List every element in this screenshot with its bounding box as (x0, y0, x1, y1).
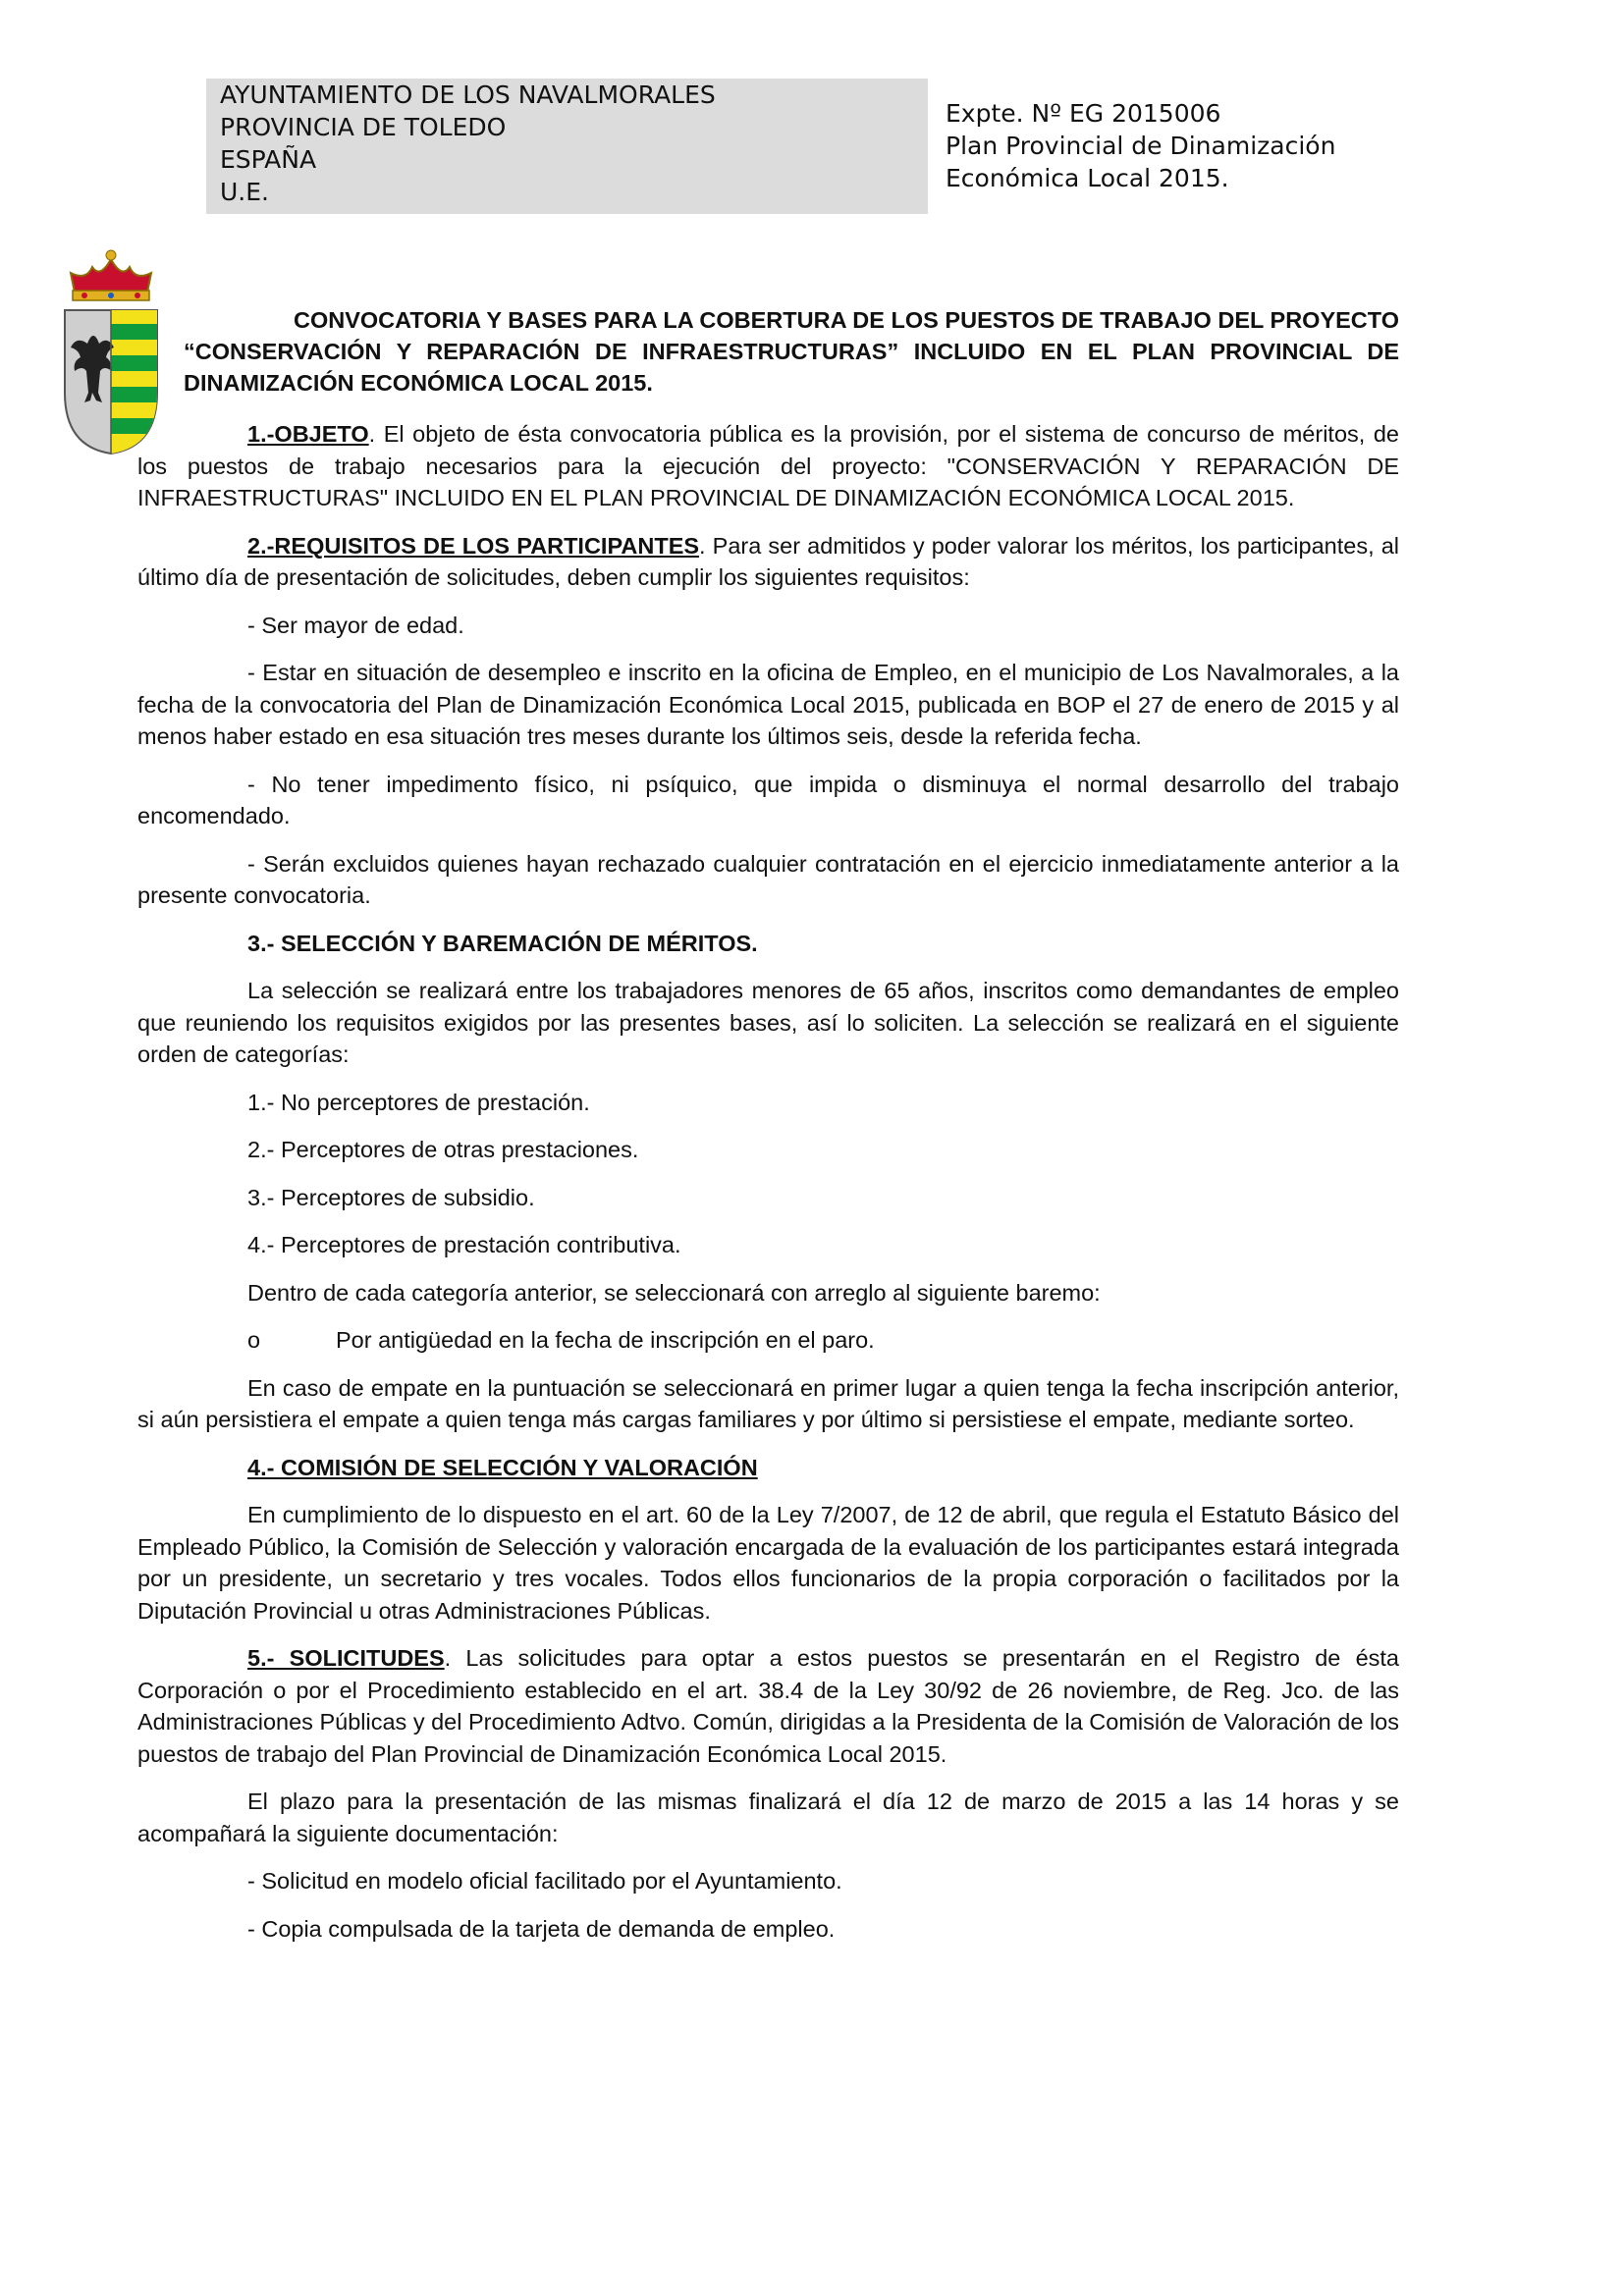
paragraph-text: . Para ser admitidos y poder valorar los méritos, los participantes, al último día de presentación de solicitudes, deben cumplir los siguientes requisitos: (137, 532, 1400, 590)
paragraph: El plazo para la presentación de las mismas finalizará el día 12 de marzo de 2015 a las 14 horas y se acompañará la siguiente documentación: (137, 1789, 1399, 1846)
section-solicitudes (137, 1642, 1399, 1770)
section-heading-text: 3.- SELECCIÓN Y BAREMACIÓN DE MÉRITOS. (247, 930, 758, 956)
requirement-item: - Ser mayor de edad. (247, 612, 464, 638)
header-line-1: AYUNTAMIENTO DE LOS NAVALMORALES (220, 80, 716, 109)
paragraph: La selección se realizará entre los trabajadores menores de 65 años, inscritos como demandantes de empleo que reuniendo los requisitos exigidos por las presentes bases, así lo soliciten. La selección se realizará en el siguiente orden de categorías: (137, 978, 1399, 1067)
section-objeto (137, 418, 1399, 514)
document-title (184, 304, 1399, 399)
section-heading: 1.-OBJETO (247, 421, 369, 447)
requirement-item: - Serán excluidos quienes hayan rechazado cualquier contratación en el ejercicio inmediatamente anterior a la presente convocatoria. (137, 850, 1399, 908)
section-heading-text: 4.- COMISIÓN DE SELECCIÓN Y VALORACIÓN (247, 1454, 758, 1480)
document-item: - Solicitud en modelo oficial facilitado por el Ayuntamiento. (247, 1868, 842, 1894)
paragraph: En caso de empate en la puntuación se seleccionará en primer lugar a quien tenga la fecha inscripción anterior, si aún persistiera el empate a quien tenga más cargas familiares y por último si persistiese el empate, mediante sorteo. (137, 1374, 1399, 1432)
paragraph-text: . El objeto de ésta convocatoria pública es la provisión, por el sistema de concurso de méritos, de los puestos de trabajo necesarios para la ejecución del proyecto: "CONSERVACIÓN Y REPARACIÓN DE INFRAESTRUCTURAS" INCLUIDO EN EL PLAN PROVINCIAL DE DINAMIZACIÓN ECONÓMICA LOCAL 2015. (137, 421, 1399, 510)
category-item: 3.- Perceptores de subsidio. (247, 1184, 535, 1210)
section-heading (137, 1452, 1399, 1484)
list-item-text: Por antigüedad en la fecha de inscripción en el paro. (336, 1327, 875, 1353)
document-body (137, 418, 1399, 1960)
document-item: - Copia compulsada de la tarjeta de demanda de empleo. (247, 1915, 836, 1942)
section-heading: 2.-REQUISITOS DE LOS PARTICIPANTES (247, 532, 700, 559)
document-title-text: CONVOCATORIA Y BASES PARA LA COBERTURA DE LOS PUESTOS DE TRABAJO DEL PROYECTO “CONSERVACIÓN Y REPARACIÓN DE INFRAESTRUCTURAS” INCLUIDO EN EL PLAN PROVINCIAL DE DINAMIZACIÓN ECONÓMICA LOCAL 2015. (184, 307, 1399, 396)
file-reference-line-3: Económica Local 2015. (946, 164, 1229, 192)
file-reference-line-2: Plan Provincial de Dinamización (946, 132, 1336, 160)
paragraph: Dentro de cada categoría anterior, se seleccionará con arreglo al siguiente baremo: (247, 1279, 1101, 1306)
file-reference (946, 97, 1335, 194)
category-item: 4.- Perceptores de prestación contributiva. (247, 1232, 681, 1257)
category-item: 2.- Perceptores de otras prestaciones. (247, 1137, 639, 1162)
municipality-header (206, 79, 928, 214)
file-reference-line-1: Expte. Nº EG 2015006 (946, 99, 1221, 128)
section-heading: 5.- SOLICITUDES (247, 1645, 445, 1671)
header-line-4: U.E. (220, 178, 269, 206)
paragraph: En cumplimiento de lo dispuesto en el art. 60 de la Ley 7/2007, de 12 de abril, que regula el Estatuto Básico del Empleado Público, la Comisión de Selección y valoración encargada de la evaluación de los participantes estará integrada por un presidente, un secretario y tres vocales. Todos ellos funcionarios de la propia corporación o facilitados por la Diputación Provincial u otras Administraciones Públicas. (137, 1502, 1399, 1624)
list-item (137, 1324, 1399, 1357)
header-line-3: ESPAÑA (220, 145, 317, 174)
section-heading (137, 928, 1399, 960)
section-requisitos (137, 530, 1399, 594)
bullet-marker: o (247, 1327, 261, 1353)
requirement-item: - No tener impedimento físico, ni psíquico, que impida o disminuya el normal desarrollo del trabajo encomendado. (137, 771, 1399, 828)
requirement-item: - Estar en situación de desempleo e inscrito en la oficina de Empleo, en el municipio de Los Navalmorales, a la fecha de la convocatoria del Plan de Dinamización Económica Local 2015, publicada en BOP el 27 de enero de 2015 y al menos haber estado en esa situación tres meses durante los últimos seis, desde la referida fecha. (137, 660, 1399, 749)
paragraph-text: . Las solicitudes para optar a estos puestos se presentarán en el Registro de ésta Corporación o por el Procedimiento establecido en el art. 38.4 de la Ley 30/92 de 26 noviembre, de Reg. Jco. de las Administraciones Públicas y del Procedimiento Adtvo. Común, dirigidas a la Presidenta de la Comisión de Valoración de los puestos de trabajo del Plan Provincial de Dinamización Económica Local 2015. (137, 1645, 1400, 1767)
category-item: 1.- No perceptores de prestación. (247, 1089, 590, 1115)
header-line-2: PROVINCIA DE TOLEDO (220, 113, 507, 141)
